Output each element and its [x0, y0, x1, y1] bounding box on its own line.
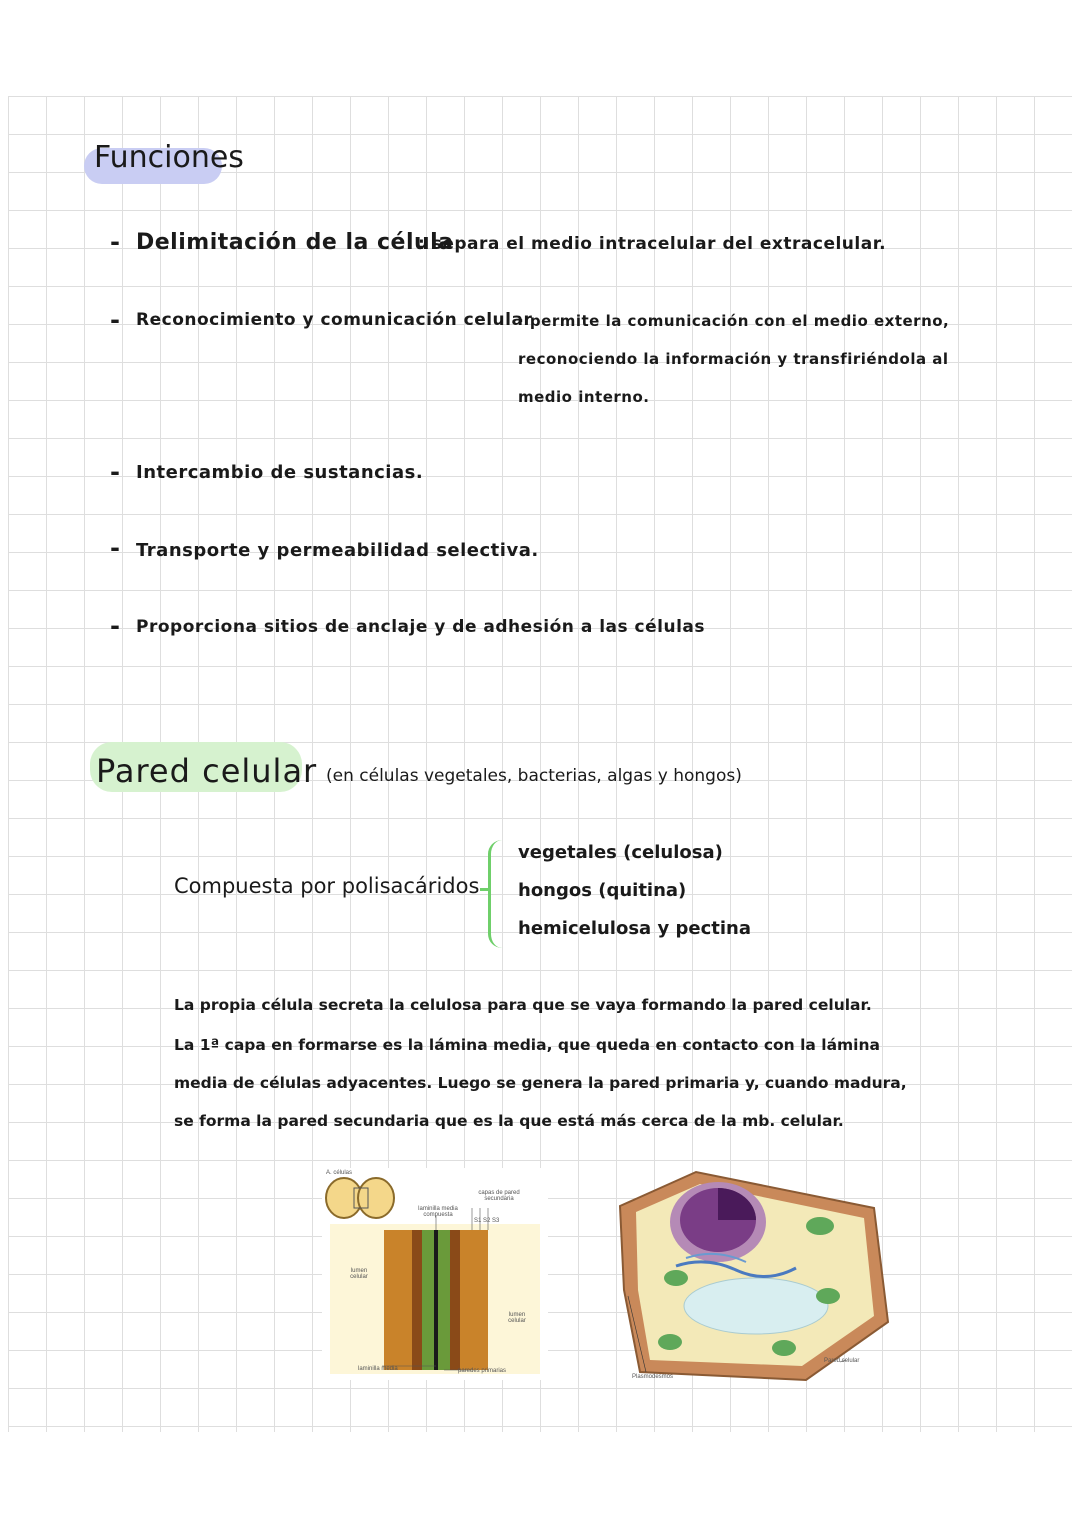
- figure-label: Plasmodesmos: [632, 1374, 674, 1380]
- paragraph-line: La propia célula secreta la celulosa para que se vaya formando la pared celular.: [174, 996, 872, 1014]
- composition-item: hemicelulosa y pectina: [518, 918, 751, 939]
- figure-label: lumen celular: [350, 1268, 368, 1280]
- paragraph-line: media de células adyacentes. Luego se genera la pared primaria y, cuando madura,: [174, 1074, 907, 1092]
- bullet-title: Transporte y permeabilidad selectiva.: [136, 540, 539, 561]
- plant-cell-illustration: [606, 1166, 892, 1388]
- paragraph-line: se forma la pared secundaria que es la que está más cerca de la mb. celular.: [174, 1112, 844, 1130]
- section-subtitle: (en células vegetales, bacterias, algas y hongos): [326, 766, 742, 786]
- plant-cell-figure: [606, 1166, 892, 1388]
- figure-label: S1 S2 S3: [474, 1218, 500, 1224]
- figure-label: Pared celular: [824, 1358, 860, 1364]
- cell-wall-layers-figure: [322, 1168, 548, 1380]
- composition-label: Compuesta por polisacáridos: [174, 874, 480, 898]
- figure-label: laminilla media: [358, 1366, 398, 1372]
- curly-brace: [488, 840, 505, 948]
- composition-item: vegetales (celulosa): [518, 842, 723, 863]
- figure-label: capas de pared secundaria: [478, 1190, 520, 1202]
- figure-label: lumen celular: [508, 1312, 526, 1324]
- bullet-dash: -: [110, 534, 120, 562]
- section-heading-funciones: Funciones: [94, 140, 244, 175]
- bullet-dash: -: [110, 228, 120, 256]
- bullet-title: Proporciona sitios de anclaje y de adhesión a las células: [136, 617, 706, 637]
- bullet-dash: -: [110, 612, 120, 640]
- bullet-continuation: reconociendo la información y transfiriéndola al: [518, 350, 949, 368]
- bullet-title: Intercambio de sustancias.: [136, 462, 424, 483]
- bullet-dash: -: [110, 306, 120, 334]
- paragraph-line: La 1ª capa en formarse es la lámina media, que queda en contacto con la lámina: [174, 1036, 880, 1054]
- bullet-title: Delimitación de la célula: [136, 230, 454, 255]
- figure-label: paredes primarias: [458, 1368, 507, 1374]
- bullet-title: Reconocimiento y comunicación celular: [136, 310, 533, 330]
- section-heading-pared-celular: Pared celular: [96, 752, 318, 790]
- bullet-dash: -: [110, 458, 120, 486]
- figure-label: laminilla media compuesta: [418, 1206, 458, 1218]
- composition-item: hongos (quitina): [518, 880, 687, 901]
- figure-label: A. células: [326, 1170, 353, 1176]
- bullet-text: · permite la comunicación con el medio externo,: [518, 312, 950, 330]
- bullet-text: : separa el medio intracelular del extracelular.: [418, 234, 887, 254]
- bullet-continuation: medio interno.: [518, 388, 650, 406]
